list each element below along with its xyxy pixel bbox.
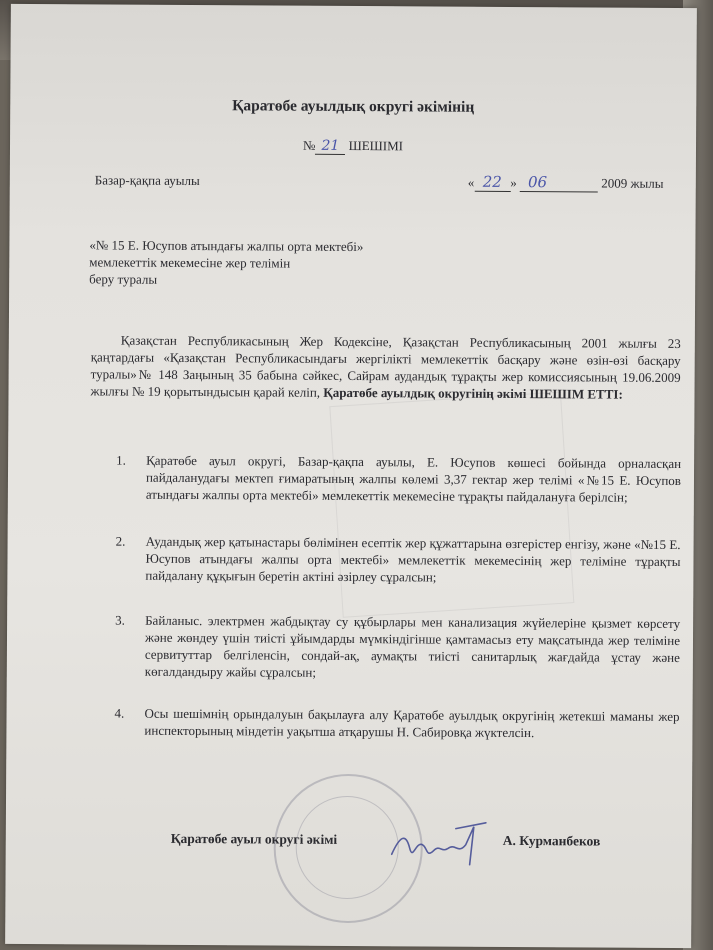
subject-line: «№ 15 Е. Юсупов атындағы жалпы орта мектебі» xyxy=(89,237,364,255)
item-number: 3. xyxy=(115,612,125,628)
subject-line: мемлекеттік мекемесіне жер телімін xyxy=(89,254,291,271)
date-line xyxy=(468,173,664,193)
item-number: 1. xyxy=(116,452,126,468)
signatory-name: А. Курманбеков xyxy=(502,832,601,849)
decision-word: ШЕШІМІ xyxy=(348,137,404,154)
signature xyxy=(386,814,496,873)
item-text: Қаратөбе ауыл округі, Базар-қақпа ауылы, Е. Юсупов көшесі бойында орналасқан пайдаланудағы мектеп ғимаратының жалпы көлемі 3,37 гектар жер телімі «№15 Е. Юсупов атындағы жалпы орта мектебі» мемлекеттік мекемесіне тұрақты пайдалануға берілсін; xyxy=(145,452,682,505)
preamble-decision: Қаратөбе ауылдық округінің әкімі ШЕШІМ ЕТТІ: xyxy=(323,384,623,402)
decision-item xyxy=(115,612,680,683)
date-year: 2009 жылы xyxy=(601,175,664,191)
number-prefix: № xyxy=(302,137,316,153)
decision-item xyxy=(114,705,679,742)
date-month: 06 xyxy=(527,173,548,192)
item-text: Осы шешімнің орындалуын бақылауға алу Қаратөбе ауылдық округінің жетекші маманы жер инспекторының міндетін уақытша атқарушы Н. Сабировқа жүктелсін. xyxy=(144,705,680,741)
date-quote-open: « xyxy=(467,174,475,190)
document-title: Қаратөбе ауылдық округі әкімінің xyxy=(232,97,475,116)
preamble-text: Қазақстан Республикасының Жер Кодексіне, Қазақстан Республикасының 2001 жылғы 23 қаңтардағы «Қазақстан Республикасындағы жергілікті мемлекеттік басқару және өзін-өзі басқару туралы»№ 148 Заңының 35 бабына сәйкес, Сайрам аудандық тұрақты жер комиссиясының 19.06.2009 жылғы № 19 қорытындысын қарай келіп, xyxy=(90,332,681,400)
item-number: 4. xyxy=(114,705,125,721)
subject-line: беру туралы xyxy=(89,271,158,287)
document-sheet xyxy=(5,4,697,948)
subject-block xyxy=(89,236,363,289)
decision-number: 21 xyxy=(321,137,340,154)
decision-number-line xyxy=(10,136,696,157)
preamble-paragraph xyxy=(90,331,680,403)
decision-item xyxy=(115,533,680,587)
signatory-title: Қаратөбе ауыл округі әкімі xyxy=(170,830,338,847)
item-number: 2. xyxy=(115,533,126,549)
item-text: Аудандық жер қатынастары бөлімінен есептік жер құжаттарына өзгерістер енгізу, және «№15 Е. Юсупов атындағы жалпы орта мектебі» мемлекеттік мекемесінің жер теліміне тұрақты пайдалану құқығын беретін актіні әзірлеу сұралсын; xyxy=(145,533,681,585)
item-text: Байланыс. электрмен жабдықтау су құбырлары мен канализация жүйелеріне қызмет көрсету және жөндеу үшін тиісті ұйымдарды мүмкіндігінше қамтамасыз ету мақсатында жер теліміне сервитуттар белгіленсін, сондай-ақ, аумақты тиісті санитарлық жағдайда ұстау және көгалдандыру жайы сұралсын; xyxy=(144,612,681,680)
decision-item xyxy=(116,452,681,506)
date-quote-close: » xyxy=(510,174,517,191)
date-day: 22 xyxy=(482,172,502,191)
village-name: Базар-қақпа ауылы xyxy=(94,172,200,189)
